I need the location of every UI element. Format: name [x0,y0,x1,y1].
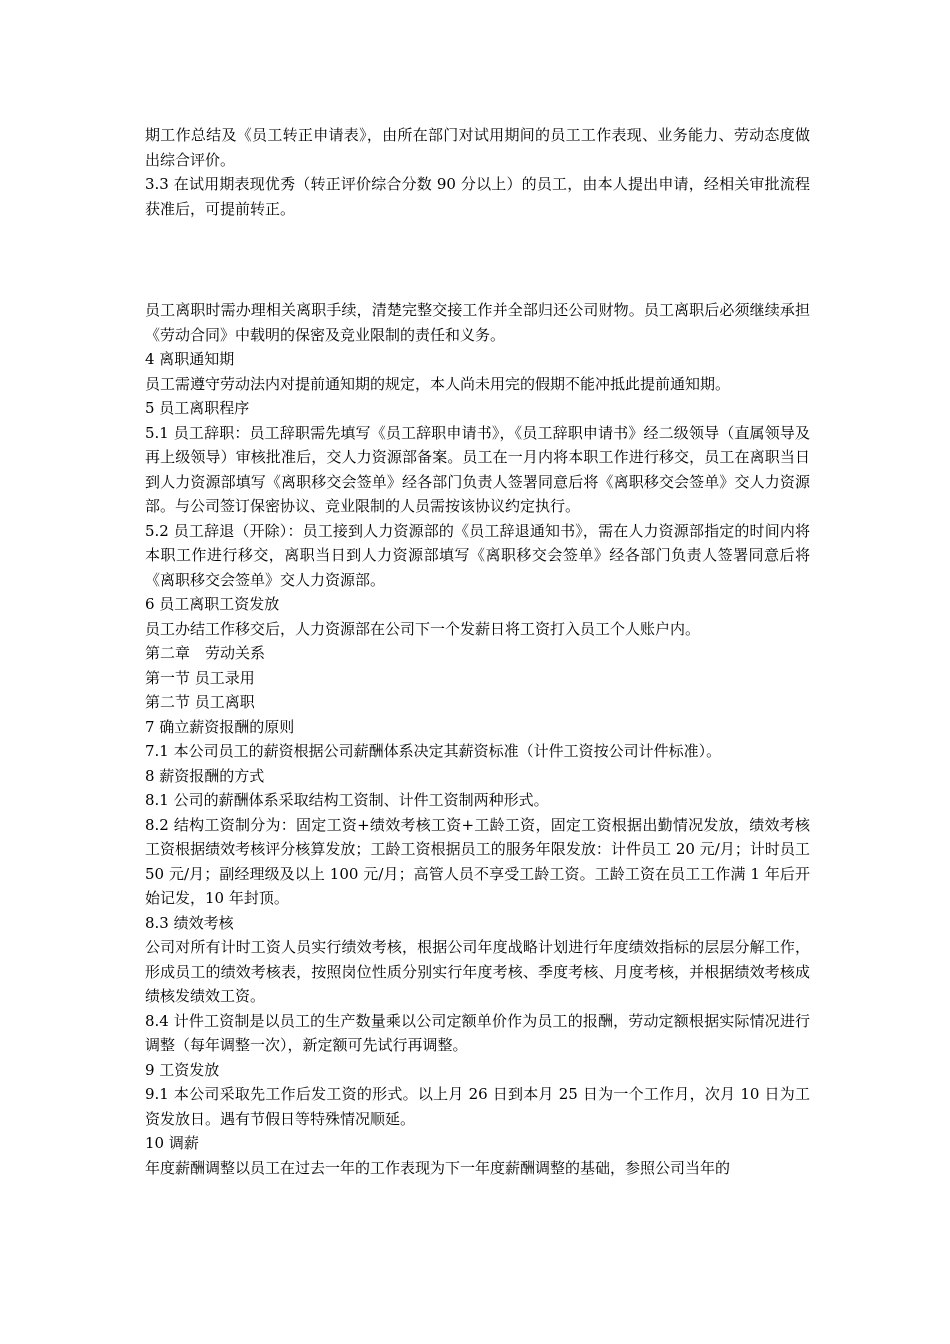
paragraph-resignation-5-1: 5.1 员工辞职：员工辞职需先填写《员工辞职申请书》，《员工辞职申请书》经二级领导（直属领导及再上级领导）审核批准后，交人力资源部备案。员工在一月内将本职工作进行移交，员工在离职当日到人力资源部填写《离职移交会签单》经各部门负责人签署同意后将《离职移交会签单》交人力资源部。与公司签订保密协议、竞业限制的人员需按该协议约定执行。 [145,423,810,515]
heading-salary-adjustment: 10 调薪 [145,1134,199,1152]
paragraph-salary-7-1: 7.1 本公司员工的薪资根据公司薪酬体系决定其薪资标准（计件工资按公司计件标准）。 [145,742,722,760]
paragraph-salary-8-2: 8.2 结构工资制分为：固定工资+绩效考核工资+工龄工资，固定工资根据出勤情况发放，绩效考核工资根据绩效考核评分核算发放；工龄工资根据员工的服务年限发放：计件员工 20 元/月；计时员工 50 元/月；副经理级及以上 100 元/月；高管人员不享受工龄工资。工龄工资在员工工作满 1 年后开始记发，10 年封顶。 [145,815,810,907]
paragraph-probation-evaluation: 期工作总结及《员工转正申请表》，由所在部门对试用期间的员工工作表现、业务能力、劳动态度做出综合评价。 [145,126,810,169]
heading-notice-period: 4 离职通知期 [145,350,235,368]
section-title-employee-hiring: 第一节 员工录用 [145,668,255,687]
paragraph-salary-adjustment: 年度薪酬调整以员工在过去一年的工作表现为下一年度薪酬调整的基础，参照公司当年的 [145,1158,731,1177]
paragraph-payroll-9-1: 9.1 本公司采取先工作后发工资的形式。以上月 26 日到本月 25 日为一个工作月，次月 10 日为工资发放日。遇有节假日等特殊情况顺延。 [145,1085,810,1128]
paragraph-salary-8-1: 8.1 公司的薪酬体系采取结构工资制、计件工资制两种形式。 [145,791,549,809]
paragraph-resignation-handover: 员工离职时需办理相关离职手续，清楚完整交接工作并全部归还公司财物。员工离职后必须继续承担《劳动合同》中载明的保密及竞业限制的责任和义务。 [145,301,810,344]
paragraph-performance: 公司对所有计时工资人员实行绩效考核，根据公司年度战略计划进行年度绩效指标的层层分解工作，形成员工的绩效考核表，按照岗位性质分别实行年度考核、季度考核、月度考核，并根据绩效考核成绩核发绩效工资。 [145,938,810,1005]
paragraph-dismissal-5-2: 5.2 员工辞退（开除）：员工接到人力资源部的《员工辞退通知书》，需在人力资源部指定的时间内将本职工作进行移交，离职当日到人力资源部填写《离职移交会签单》经各部门负责人签署同意后将《离职移交会签单》交人力资源部。 [145,521,810,589]
heading-salary-principle: 7 确立薪资报酬的原则 [145,717,295,736]
heading-payroll: 9 工资发放 [145,1060,220,1079]
text-block-resignation-and-salary [145,298,810,1180]
heading-resignation-procedure: 5 员工离职程序 [145,399,250,417]
paragraph-notice-period: 员工需遵守劳动法内对提前通知期的规定，本人尚未用完的假期不能冲抵此提前通知期。 [145,374,731,393]
paragraph-piecework-8-4: 8.4 计件工资制是以员工的生产数量乘以公司定额单价作为员工的报酬，劳动定额根据实际情况进行调整（每年调整一次），新定额可先试行再调整。 [145,1011,810,1054]
chapter-title-labor-relations: 第二章 劳动关系 [145,644,266,662]
section-title-employee-resignation: 第二节 员工离职 [145,693,255,711]
paragraph-early-confirmation: 3.3 在试用期表现优秀（转正评价综合分数 90 分以上）的员工，由本人提出申请，经相关审批流程获准后，可提前转正。 [145,175,810,218]
heading-performance-8-3: 8.3 绩效考核 [145,913,234,932]
heading-salary-method: 8 薪资报酬的方式 [145,766,265,785]
heading-final-salary: 6 员工离职工资发放 [145,595,280,613]
text-block-probation [145,123,810,221]
paragraph-final-salary: 员工办结工作移交后，人力资源部在公司下一个发薪日将工资打入员工个人账户内。 [145,619,701,638]
